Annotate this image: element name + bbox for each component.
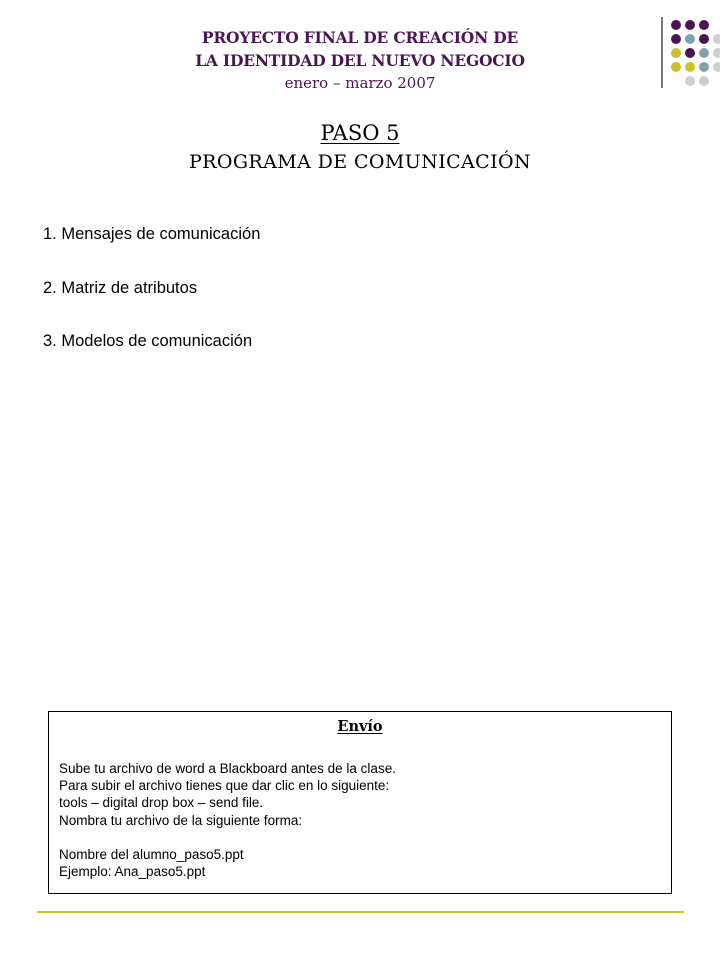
instruction-line: Sube tu archivo de word a Blackboard antes de la clase.	[59, 761, 396, 776]
submission-title: Envío	[337, 718, 383, 735]
list-item: 3. Modelos de comunicación	[43, 332, 253, 350]
header-line-2: LA IDENTIDAD DEL NUEVO NEGOCIO	[195, 51, 525, 70]
instruction-line: Nombra tu archivo de la siguiente forma:	[59, 812, 303, 828]
document-header	[0, 26, 720, 93]
step-subtitle: PROGRAMA DE COMUNICACIÓN	[188, 151, 532, 173]
instruction-line: Nombre del alumno_paso5.ppt	[59, 846, 244, 862]
instruction-spacer	[59, 829, 396, 846]
submission-instructions	[59, 760, 396, 880]
step-heading	[0, 118, 720, 176]
list-item: 1. Mensajes de comunicación	[43, 225, 261, 243]
footer-rule	[37, 911, 684, 913]
header-date: enero – marzo 2007	[284, 74, 436, 92]
list-item: 2. Matriz de atributos	[43, 279, 198, 297]
instruction-line: tools – digital drop box – send file.	[59, 795, 264, 811]
step-title: PASO 5	[320, 121, 400, 145]
submission-box	[48, 711, 672, 894]
instruction-line: Para subir el archivo tienes que dar clic en lo siguiente:	[59, 778, 390, 794]
instruction-line: Ejemplo: Ana_paso5.ppt	[59, 864, 206, 880]
header-line-1: PROYECTO FINAL DE CREACIÓN DE	[201, 28, 519, 47]
